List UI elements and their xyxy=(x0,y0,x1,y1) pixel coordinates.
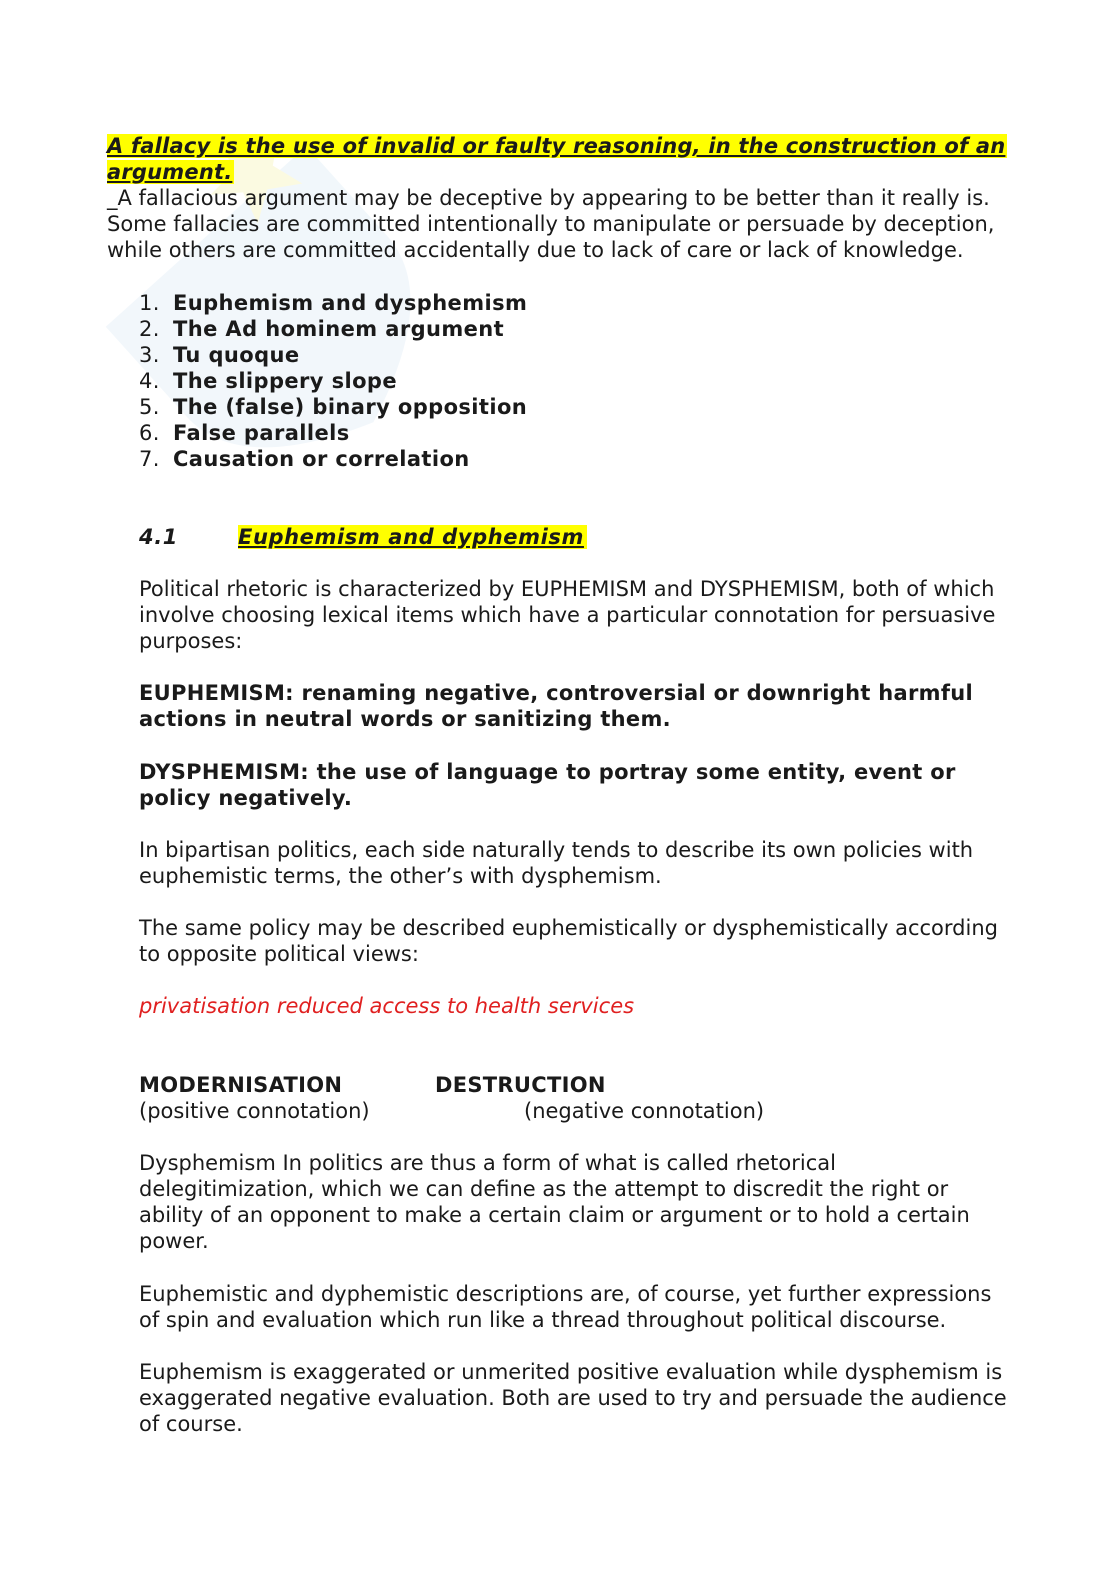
evaluation-paragraph: Euphemism is exaggerated or unmerited positive evaluation while dysphemism is exaggerated negative evaluation. Both are used to try and persuade the audience of course. xyxy=(139,1360,1007,1436)
list-item xyxy=(139,342,527,368)
list-number: 1. xyxy=(139,291,160,315)
list-number: 4. xyxy=(139,369,160,393)
list-item xyxy=(139,316,527,342)
list-number: 5. xyxy=(139,395,160,419)
list-item xyxy=(139,290,527,316)
list-item-label: The (false) binary opposition xyxy=(173,395,528,419)
list-item-label: Causation or correlation xyxy=(173,447,470,471)
euphemism-definition: EUPHEMISM: renaming negative, controversial or downright harmful actions in neutral words or sanitizing them. xyxy=(139,681,974,731)
section-heading xyxy=(139,524,587,550)
list-item-label: The slippery slope xyxy=(173,369,397,393)
list-item xyxy=(139,446,527,472)
fallacy-list xyxy=(139,290,527,472)
section-title: Euphemism and dyphemism xyxy=(238,525,587,549)
example-phrase: privatisation reduced access to health services xyxy=(139,994,635,1018)
list-item-label: Tu quoque xyxy=(173,343,300,367)
list-item-label: The Ad hominem argument xyxy=(173,317,505,341)
list-item xyxy=(139,368,527,394)
delegitimization-paragraph: Dysphemism In politics are thus a form of what is called rhetorical delegitimization, which we can define as the attempt to discredit the right or ability of an opponent to make a certain claim or argument or to hold a certain power. xyxy=(139,1151,970,1253)
list-number: 3. xyxy=(139,343,160,367)
same-policy-paragraph: The same policy may be described euphemistically or dysphemistically according to opposite political views: xyxy=(139,916,998,966)
positive-connotation-note: (positive connotation) xyxy=(139,1099,370,1123)
list-item-label: Euphemism and dysphemism xyxy=(173,291,528,315)
dysphemism-definition: DYSPHEMISM: the use of language to portray some entity, event or policy negatively. xyxy=(139,760,956,810)
rhetoric-paragraph: Political rhetoric is characterized by EUPHEMISM and DYSPHEMISM, both of which involve choosing lexical items which have a particular connotation for persuasive purposes: xyxy=(139,577,996,653)
list-number: 2. xyxy=(139,317,160,341)
list-number: 7. xyxy=(139,447,160,471)
fallacy-definition-headline: A fallacy is the use of invalid or faulty reasoning, in the construction of an argument. xyxy=(107,134,1006,184)
bipartisan-paragraph: In bipartisan politics, each side naturally tends to describe its own policies with euphemistic terms, the other’s with dysphemism. xyxy=(139,838,974,888)
list-item xyxy=(139,420,527,446)
intro-paragraph: _A fallacious argument may be deceptive by appearing to be better than it really is. Some fallacies are committed intentionally to manipulate or persuade by deception, while others are committed accidentally due to lack of care or lack of knowledge. xyxy=(107,186,995,262)
section-number: 4.1 xyxy=(139,525,179,549)
modernisation-term: MODERNISATION xyxy=(139,1073,343,1097)
intro-section xyxy=(107,133,1012,263)
spin-paragraph: Euphemistic and dyphemistic descriptions are, of course, yet further expressions of spin and evaluation which run like a thread throughout political discourse. xyxy=(139,1282,992,1332)
negative-connotation-note: (negative connotation) xyxy=(524,1099,765,1123)
list-item xyxy=(139,394,527,420)
list-number: 6. xyxy=(139,421,160,445)
list-item-label: False parallels xyxy=(173,421,350,445)
destruction-term: DESTRUCTION xyxy=(435,1073,606,1097)
